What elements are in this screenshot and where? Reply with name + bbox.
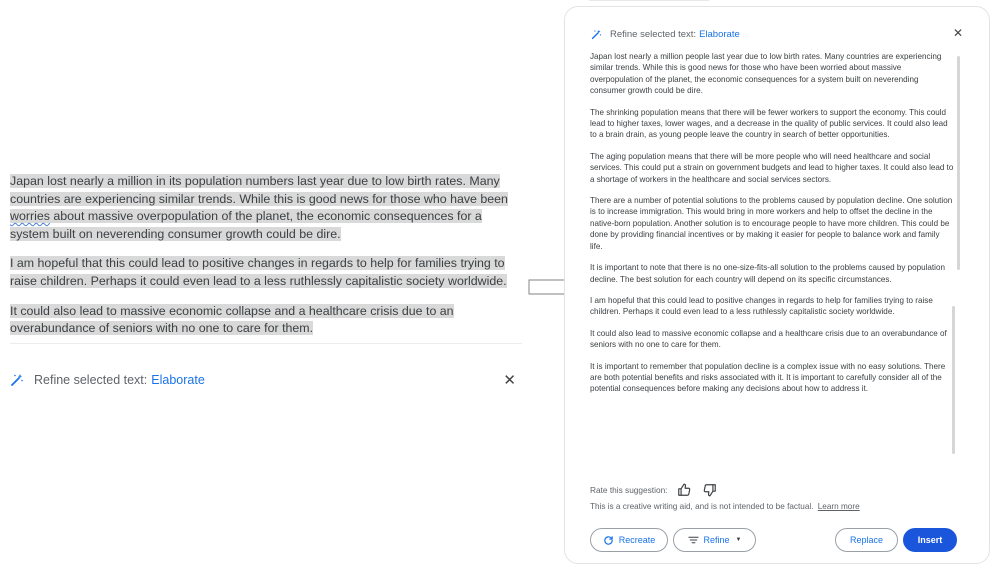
panel-close-icon[interactable]: ✕ (952, 26, 963, 40)
refine-dropdown-button[interactable] (673, 528, 756, 552)
magic-wand-icon (10, 373, 24, 387)
suggestion-paragraph-7: It could also lead to massive economic collapse and a healthcare crisis due to an overabundance of seniors with no one to care for them. (590, 328, 947, 350)
replace-button-label: Replace (849, 535, 884, 545)
scrollbar-thumb-lower[interactable] (952, 306, 955, 454)
selected-text-3: It could also lead to massive economic collapse and a healthcare crisis due to an overabundance of seniors with no one to care for them. (10, 303, 454, 336)
disclaimer-text: This is a creative writing aid, and is not intended to be factual. (590, 502, 814, 511)
scrollbar-thumb-upper[interactable] (957, 56, 960, 270)
thumbs-up-icon[interactable] (677, 483, 691, 497)
rating-label: Rate this suggestion: (590, 485, 668, 495)
editor-divider (10, 343, 522, 344)
refine-bar-label: Refine selected text: (34, 373, 148, 387)
misspelled-word[interactable]: worries (10, 209, 50, 224)
replace-button[interactable] (835, 528, 898, 552)
recreate-button[interactable] (590, 528, 668, 552)
document-editor[interactable] (10, 173, 520, 350)
close-icon[interactable]: ✕ (503, 372, 516, 389)
suggestion-paragraph-4: There are a number of potential solutions to the problems caused by population decline. One solution is to increase immigration. This would bring in more workers and help to offset the decline in the native-born population. Another solution is to encourage people to have more children. This could be done by providing financial incentives or by making it easier for people to balance work and family life. (590, 196, 953, 251)
thumbs-down-icon[interactable] (703, 483, 717, 497)
learn-more-link[interactable]: Learn more (817, 502, 860, 511)
disclaimer (590, 502, 860, 511)
editor-paragraph-1 (10, 173, 520, 243)
rating-row (590, 482, 717, 498)
panel-header (591, 26, 963, 42)
recreate-button-label: Recreate (618, 535, 656, 545)
selected-text-1a: Japan lost nearly a million in its population numbers last year due to low birth rates. Many countries are experiencing similar trends. While this is good news for those who have been (10, 174, 508, 206)
panel-header-label: Refine selected text: (610, 28, 697, 40)
suggestion-paragraph-6: I am hopeful that this could lead to positive changes in regards to help for families trying to raise children. Perhaps it could even lead to a less ruthlessly capitalistic society worldwide. (590, 295, 933, 317)
suggestion-text[interactable] (590, 51, 954, 405)
suggestion-paragraph-5: It is important to note that there is no one-size-fits-all solution to the problems caused by population decline. The best solution for each country will depend on its specific circumstances. (590, 263, 945, 284)
insert-button[interactable] (903, 528, 957, 552)
selected-text-1b: about massive overpopulation of the planet, the economic consequences for a system built on neverending consumer growth could be dire. (10, 209, 482, 241)
selected-text-2: I am hopeful that this could lead to positive changes in regards to help for families trying to raise children. Perhaps it could even lead to a less ruthlessly capitalistic society worldwide. (10, 256, 507, 288)
suggestion-paragraph-1: Japan lost nearly a million people last year due to low birth rates. Many countries are experiencing similar trends. While this is good news for those who have been worried about massive overpopulation of the planet, the economic consequences for a system built on neverending consumer growth could be dire. (590, 52, 942, 96)
suggestion-paragraph-2: The shrinking population means that there will be fewer workers to support the economy. This could lead to higher taxes, lower wages, and a decrease in the quality of public services. It could also lead to a brain drain, as young people leave the country in search of better opportunities. (590, 107, 948, 140)
panel-behind-edge (589, 0, 709, 5)
panel-refine-mode-elaborate[interactable]: Elaborate (699, 28, 740, 40)
suggestion-paragraph-3: The aging population means that there will be more people who will need healthcare and social services. This could put a strain on government budgets and lead to higher taxes. It could also lead to a shortage of workers in the healthcare and social services sectors. (590, 151, 954, 184)
editor-paragraph-2 (10, 255, 520, 290)
magic-wand-icon (591, 29, 602, 40)
filter-lines-icon (688, 535, 699, 545)
refine-bar (10, 371, 520, 389)
refine-mode-elaborate[interactable]: Elaborate (151, 373, 205, 387)
caret-down-icon: ▼ (735, 537, 742, 543)
refresh-icon (603, 535, 614, 546)
refine-button-label: Refine (703, 535, 730, 545)
suggestion-paragraph-8: It is important to remember that population decline is a complex issue with no easy solutions. There are both potential benefits and risks associated with it. It is important to carefully consider all of the potential consequences before making any decisions about how to address it. (590, 361, 946, 394)
editor-paragraph-3 (10, 303, 520, 338)
insert-button-label: Insert (917, 535, 943, 545)
